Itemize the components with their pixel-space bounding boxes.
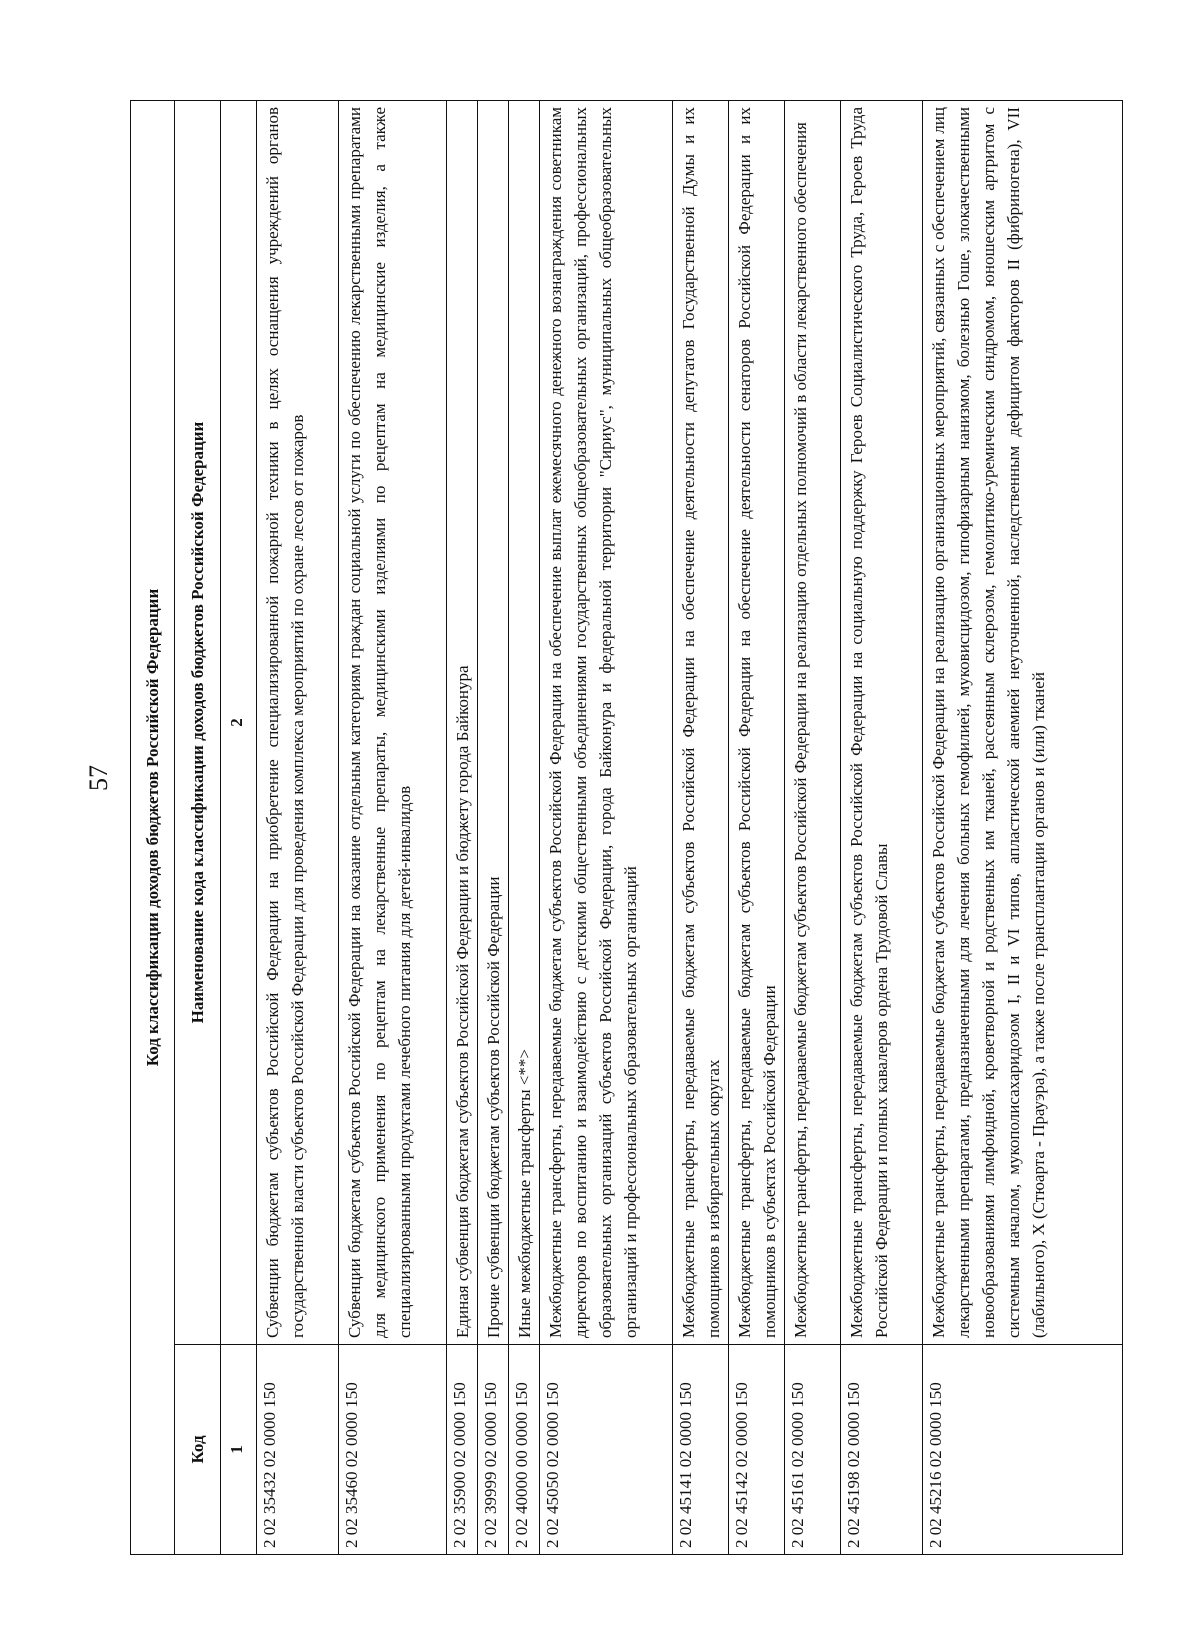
table-row bbox=[841, 101, 923, 1555]
row-code: 2 02 45198 02 0000 150 bbox=[841, 1345, 923, 1555]
table-row bbox=[339, 101, 447, 1555]
row-name: Межбюджетные трансферты, передаваемые бюджетам субъектов Российской Федерации на реализацию отдельных полномочий в области лекарственного обеспечения bbox=[785, 101, 841, 1345]
table-row bbox=[729, 101, 785, 1555]
rotated-table-container bbox=[130, 100, 1085, 1555]
table-row bbox=[785, 101, 841, 1555]
row-name: Межбюджетные трансферты, передаваемые бюджетам субъектов Российской Федерации на социальную поддержку Героев Социалистического Труда, Героев Труда Российской Федерации и полных кавалеров ордена Трудовой Славы bbox=[841, 101, 923, 1345]
row-name: Субвенции бюджетам субъектов Российской Федерации на приобретение специализированной пожарной техники в целях оснащения учреждений органов государственной власти субъектов Российской Федерации для проведения комплекса мероприятий по охране лесов от пожаров bbox=[257, 101, 339, 1345]
row-code: 2 02 45141 02 0000 150 bbox=[673, 1345, 729, 1555]
row-name: Субвенции бюджетам субъектов Российской Федерации на оказание отдельным категориям граждан социальной услуги по обеспечению лекарственными препаратами для медицинского применения по рецептам на лекарственные препараты, медицинскими изделиями по рецептам на медицинские изделия, а также специализированными продуктами лечебного питания для детей-инвалидов bbox=[339, 101, 447, 1345]
row-name: Единая субвенция бюджетам субъектов Российской Федерации и бюджету города Байконура bbox=[447, 101, 478, 1345]
classification-table bbox=[130, 100, 1123, 1555]
row-code: 2 02 39999 02 0000 150 bbox=[478, 1345, 509, 1555]
column-number-2: 2 bbox=[221, 101, 257, 1345]
table-row bbox=[447, 101, 478, 1555]
table-row bbox=[923, 101, 1123, 1555]
row-name: Межбюджетные трансферты, передаваемые бюджетам субъектов Российской Федерации на обеспечение деятельности депутатов Государственной Думы и их помощников в избирательных округах bbox=[673, 101, 729, 1345]
classification-header: Код классификации доходов бюджетов Российской Федерации bbox=[131, 101, 175, 1555]
page-number: 57 bbox=[84, 765, 113, 791]
code-column-header: Код bbox=[175, 1345, 221, 1555]
row-name: Межбюджетные трансферты, передаваемые бюджетам субъектов Российской Федерации на обеспечение деятельности сенаторов Российской Федерации и их помощников в субъектах Российской Федерации bbox=[729, 101, 785, 1345]
row-code: 2 02 45161 02 0000 150 bbox=[785, 1345, 841, 1555]
table-row bbox=[478, 101, 509, 1555]
table-row bbox=[257, 101, 339, 1555]
row-code: 2 02 35900 02 0000 150 bbox=[447, 1345, 478, 1555]
table-row bbox=[673, 101, 729, 1555]
table-row bbox=[509, 101, 540, 1555]
row-name: Прочие субвенции бюджетам субъектов Российской Федерации bbox=[478, 101, 509, 1345]
row-code: 2 02 40000 00 0000 150 bbox=[509, 1345, 540, 1555]
row-name: Межбюджетные трансферты, передаваемые бюджетам субъектов Российской Федерации на реализацию организационных мероприятий, связанных с обеспечением лиц лекарственными препаратами, предназначенными для лечения больных гемофилией, муковисцидозом, гипофизарным нанизмом, болезнью Гоше, злокачественными новообразованиями лимфоидной, кроветворной и родственных им тканей, рассеянным склерозом, гемолитико-уремическим синдромом, юношеским артритом с системным началом, мукополисахаридозом I, II и VI типов, апластической анемией неуточненной, наследственным дефицитом факторов II (фибриногена), VII (лабильного), X (Стюарта - Прауэра), а также после трансплантации органов и (или) тканей bbox=[923, 101, 1123, 1345]
row-code: 2 02 45142 02 0000 150 bbox=[729, 1345, 785, 1555]
row-code: 2 02 45216 02 0000 150 bbox=[923, 1345, 1123, 1555]
column-number-1: 1 bbox=[221, 1345, 257, 1555]
row-code: 2 02 45050 02 0000 150 bbox=[540, 1345, 673, 1555]
row-name: Межбюджетные трансферты, передаваемые бюджетам субъектов Российской Федерации на обеспечение выплат ежемесячного денежного вознаграждения советникам директоров по воспитанию и взаимодействию с детскими общественными объединениями государственных общеобразовательных организаций, профессиональных образовательных организаций субъектов Российской Федерации, города Байконура и федеральной территории "Сириус", муниципальных общеобразовательных организаций и профессиональных образовательных организаций bbox=[540, 101, 673, 1345]
row-code: 2 02 35432 02 0000 150 bbox=[257, 1345, 339, 1555]
row-name: Иные межбюджетные трансферты <**> bbox=[509, 101, 540, 1345]
name-column-header: Наименование кода классификации доходов бюджетов Российской Федерации bbox=[175, 101, 221, 1345]
table-row bbox=[540, 101, 673, 1555]
row-code: 2 02 35460 02 0000 150 bbox=[339, 1345, 447, 1555]
